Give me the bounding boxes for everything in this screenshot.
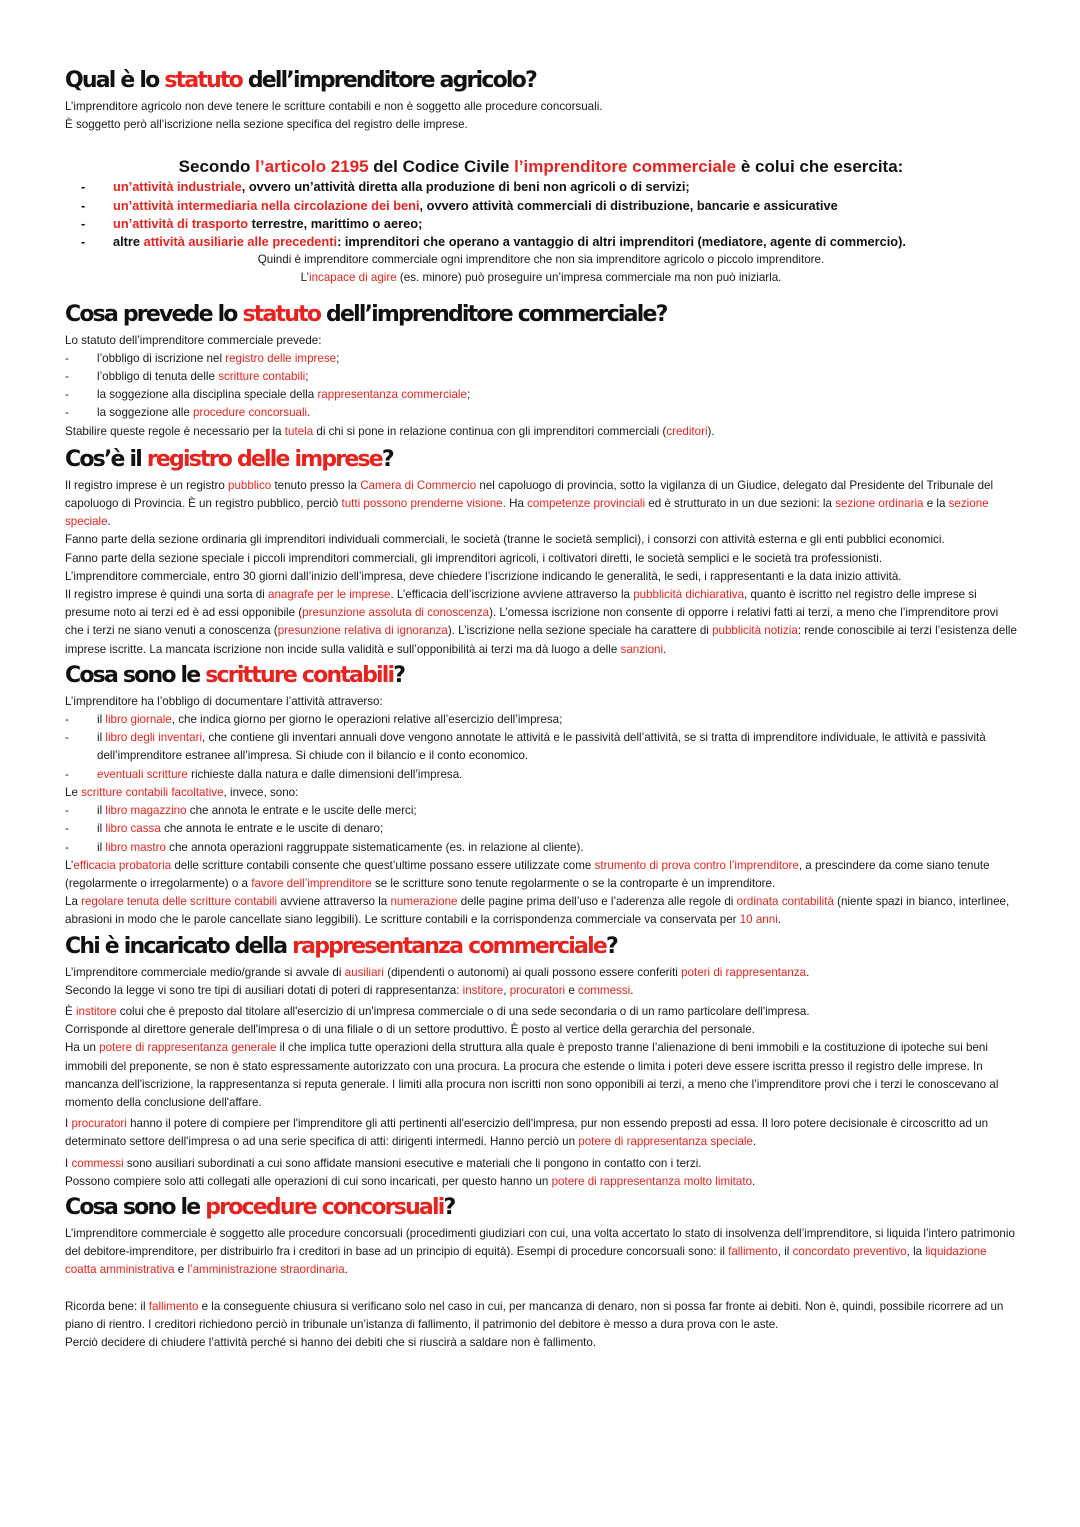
list-item: - il libro giornale, che indica giorno per giorno le operazioni relative all’esercizio dell’impresa;: [65, 711, 1017, 729]
heading-statuto-commerciale: Cosa prevede lo statuto dell’imprenditore commerciale?: [65, 301, 667, 327]
paragraph: È institore colui che è preposto dal titolare all'esercizio di un'impresa commerciale o di una sede secondaria o di un ramo particolare dell'impresa.: [65, 1004, 810, 1018]
paragraph: L’imprenditore commerciale, entro 30 giorni dall’inizio dell’impresa, deve chiedere l’iscrizione indicando le generalità, le sedi, i rappresentanti e la data inizio attività.: [65, 569, 902, 583]
paragraph: I procuratori hanno il potere di compiere per l'imprenditore gli atti pertinenti all'esercizio dell'impresa, pur non essendo preposti ad essa. Il loro potere decisionale è circoscritto ad un determinato settore dell'impresa o ad una serie specifica di atti: dirigenti intermedi. Hanno perciò un potere di rappresentanza speciale.: [65, 1117, 989, 1149]
list-item: - l’obbligo di tenuta delle scritture contabili;: [65, 368, 1017, 386]
note: L’incapace di agire (es. minore) può proseguire un’impresa commerciale ma non può iniziarla.: [300, 271, 782, 285]
article-2195-heading: Secondo l’articolo 2195 del Codice Civile l’imprenditore commerciale è colui che esercita:: [178, 157, 904, 177]
paragraph: Lo statuto dell’imprenditore commerciale prevede:: [65, 333, 322, 347]
list-item: - la soggezione alle procedure concorsuali.: [65, 404, 1017, 422]
paragraph: L’imprenditore agricolo non deve tenere le scritture contabili e non è soggetto alle procedure concorsuali.: [65, 100, 603, 113]
paragraph: I commessi sono ausiliari subordinati a cui sono affidate mansioni esecutive e materiali che li pongono in contatto con i terzi.: [65, 1156, 702, 1170]
list-item: - il libro degli inventari, che contiene gli inventari annuali dove vengono annotate le attività e le passività dell’attività, se si tratta di imprenditore individuale, le attività e passività dell’imprenditore estranee all’impresa. Si chiude con il bilancio e il conto economico.: [65, 729, 1017, 765]
list-item: - altre attività ausiliarie alle precedenti: imprenditori che operano a vantaggio di altri imprenditori (mediatore, agente di commercio).: [63, 233, 1017, 251]
paragraph: Secondo la legge vi sono tre tipi di ausiliari dotati di poteri di rappresentanza: institore, procuratori e commessi.: [65, 983, 634, 997]
heading-statuto-agricolo: Qual è lo statuto dell’imprenditore agricolo?: [65, 68, 536, 93]
paragraph: L’imprenditore ha l’obbligo di documentare l’attività attraverso:: [65, 694, 383, 708]
paragraph: L’efficacia probatoria delle scritture contabili consente che quest’ultime possano essere utilizzate come strumento di prova contro l’imprenditore, a prescindere da come siano tenute (regolarmente o irregolarmente) o a favore dell’imprenditore se le scritture sono tenute regolarmente o se la controparte è un imprenditore.: [65, 858, 990, 890]
article-2195-list: [63, 178, 1017, 251]
paragraph: L’imprenditore commerciale è soggetto alle procedure concorsuali (procedimenti giudiziari con cui, una volta accertato lo stato di insolvenza dell’imprenditore, si liquida l’intero patrimonio del debitore-imprenditore, per distribuirlo fra i creditori in base ad un principio di equità). Esempi di procedure concorsuali sono: il fallimento, il concordato preventivo, la liquidazione coatta amministrativa e l’amministrazione straordinaria.: [65, 1226, 1015, 1277]
paragraph: Fanno parte della sezione ordinaria gli imprenditori individuali commerciali, le società (tranne le società semplici), i consorzi con attività esterna e gli enti pubblici economici.: [65, 533, 945, 547]
paragraph: Stabilire queste regole è necessario per la tutela di chi si pone in relazione continua con gli imprenditori commerciali (creditori).: [65, 424, 715, 438]
paragraph: Perciò decidere di chiudere l’attività perché si hanno dei debiti che si riuscirà a saldare non è fallimento.: [65, 1335, 597, 1349]
paragraph: Corrisponde al direttore generale dell'impresa o di una filiale o di un settore produttivo. È posto al vertice della gerarchia del personale.: [65, 1023, 755, 1037]
paragraph: L’imprenditore commerciale medio/grande si avvale di ausiliari (dipendenti o autonomi) ai quali possono essere conferiti poteri di rappresentanza.: [65, 965, 810, 979]
list-item: - l’obbligo di iscrizione nel registro delle imprese;: [65, 350, 1017, 368]
scritture-list: [65, 711, 1017, 784]
heading-rappresentanza-commerciale: Chi è incaricato della rappresentanza commerciale?: [65, 933, 617, 959]
paragraph: Fanno parte della sezione speciale i piccoli imprenditori commerciali, gli imprenditori agricoli, i coltivatori diretti, le società semplici e le società tra professionisti.: [65, 551, 883, 565]
list-item: - il libro mastro che annota operazioni raggruppate sistematicamente (es. in relazione al cliente).: [65, 839, 1017, 857]
paragraph: La regolare tenuta delle scritture contabili avviene attraverso la numerazione delle pagine prima dell’uso e l’aderenza alle regole di ordinata contabilità (niente spazi in bianco, interlinee, abrasioni in modo che le parole cancellate siano leggibili). Le scritture contabili e la corrispondenza commerciale va conservata per 10 anni.: [65, 895, 1010, 927]
heading-scritture-contabili: Cosa sono le scritture contabili?: [65, 662, 405, 688]
paragraph: Il registro imprese è un registro pubblico tenuto presso la Camera di Commercio nel capoluogo di provincia, sotto la vigilanza di un Giudice, delegato dal Presidente del Tribunale del capoluogo di Provincia. È un registro pubblico, perciò tutti possono prenderne visione. Ha competenze provinciali ed è strutturato in un due sezioni: la sezione ordinaria e la sezione speciale.: [65, 478, 994, 529]
paragraph: Ricorda bene: il fallimento e la conseguente chiusura si verificano solo nel caso in cui, per mancanza di denaro, non si possa far fronte ai debiti. Non è, quindi, possibile ricorrere ad un piano di rientro. I creditori richiedono perciò in tribunale un’istanza di fallimento, il patrimonio del debitore è messo a dura prova con le aste.: [65, 1299, 1004, 1331]
list-item: - un’attività di trasporto terrestre, marittimo o aereo;: [63, 215, 1017, 233]
paragraph: Ha un potere di rappresentanza generale il che implica tutte operazioni della struttura alla quale è preposto tranne l’alienazione di beni immobili e la costituzione di ipoteche sui beni immobili del preponente, se non è stato espressamente autorizzato con una procura. La procura che estende o limita i poteri deve essere iscritta presso il registro delle imprese. In mancanza dell'iscrizione, la rappresentanza si reputa generale. I limiti alla procura non iscritti non sono opponibili ai terzi, a meno che l’imprenditore provi che i terzi le conoscevano al momento della conclusione dell'affare.: [65, 1041, 999, 1109]
paragraph: Possono compiere solo atti collegati alle operazioni di cui sono incaricati, per questo hanno un potere di rappresentanza molto limitato.: [65, 1174, 756, 1188]
scritture-facoltative-list: [65, 802, 1017, 857]
document-page: [65, 66, 1017, 1352]
heading-procedure-concorsuali: Cosa sono le procedure concorsuali?: [65, 1194, 455, 1220]
list-item: - la soggezione alla disciplina speciale della rappresentanza commerciale;: [65, 386, 1017, 404]
spacer: [65, 1280, 1017, 1298]
statuto-list: [65, 350, 1017, 423]
list-item: - il libro cassa che annota le entrate e le uscite di denaro;: [65, 820, 1017, 838]
paragraph: Le scritture contabili facoltative, invece, sono:: [65, 785, 299, 799]
list-item: - un’attività intermediaria nella circolazione dei beni, ovvero attività commerciali di distribuzione, bancarie e assicurative: [63, 197, 1017, 215]
heading-registro-imprese: Cos’è il registro delle imprese?: [65, 446, 393, 472]
list-item: - eventuali scritture richieste dalla natura e dalle dimensioni dell’impresa.: [65, 766, 1017, 784]
note: Quindi è imprenditore commerciale ogni imprenditore che non sia imprenditore agricolo o piccolo imprenditore.: [257, 253, 825, 267]
list-item: - il libro magazzino che annota le entrate e le uscite delle merci;: [65, 802, 1017, 820]
list-item: - un’attività industriale, ovvero un’attività diretta alla produzione di beni non agricoli o di servizi;: [63, 178, 1017, 196]
paragraph: Il registro imprese è quindi una sorta di anagrafe per le imprese. L’efficacia dell’iscrizione avviene attraverso la pubblicità dichiarativa, quanto è iscritto nel registro delle imprese si presume noto ai terzi ed è ad essi opponibile (presunzione assoluta di conoscenza). L’omessa iscrizione non consente di opporre i relativi fatti ai terzi, a meno che l’imprenditore provi che i terzi ne siano venuti a conoscenza (presunzione relativa di ignoranza). L’iscrizione nella sezione speciale ha carattere di pubblicità notizia: rende conoscibile ai terzi l’esistenza delle imprese iscritte. La mancata iscrizione non incide sulla validità e sull’opponibilità ai terzi ma dà luogo a delle sanzioni.: [65, 588, 1017, 656]
paragraph: È soggetto però all’iscrizione nella sezione specifica del registro delle imprese.: [65, 118, 468, 132]
